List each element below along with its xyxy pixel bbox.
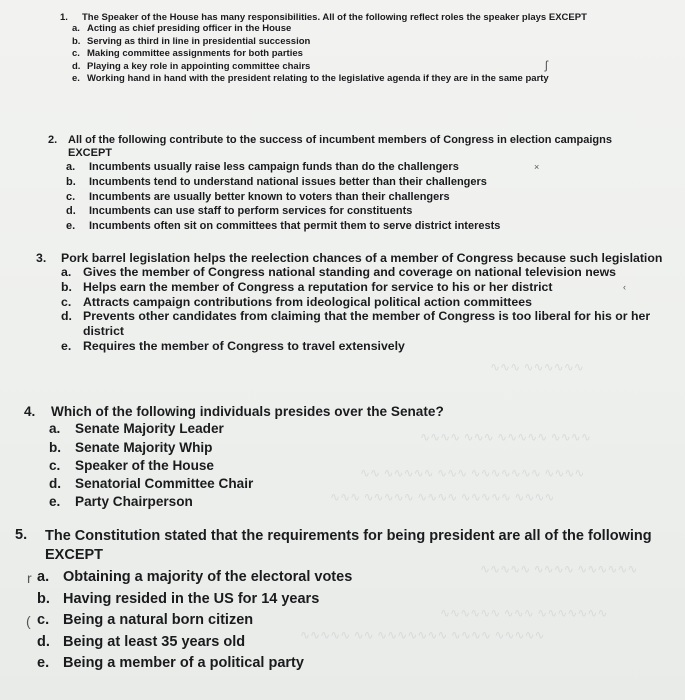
option-text: Senate Majority Leader [75, 421, 224, 437]
option-text: Incumbents can use staff to perform services for constituents [89, 205, 413, 218]
answer-options [49, 420, 624, 511]
bleed-through-text: ∿∿∿∿∿ ∿∿ ∿∿∿∿∿∿∿ ∿∿∿∿ ∿∿∿∿∿ [300, 628, 545, 642]
option-letter: a. [72, 23, 80, 35]
option-text: Playing a key role in appointing committee chairs [87, 60, 311, 72]
option-text: Prevents other candidates from claiming that the member of Congress is too liberal for his or her district [83, 309, 651, 339]
option-letter: e. [37, 655, 50, 671]
answer-option-d[interactable] [61, 309, 666, 339]
answer-option-a[interactable] [66, 160, 648, 175]
option-letter: c. [72, 48, 80, 60]
option-letter: c. [37, 612, 50, 628]
answer-option-a[interactable] [27, 567, 675, 589]
option-text: Acting as chief presiding officer in the House [87, 23, 292, 35]
option-letter: d. [66, 205, 76, 218]
answer-option-e[interactable] [61, 339, 666, 354]
answer-option-a[interactable] [72, 23, 640, 36]
pencil-mark: ( [26, 613, 31, 629]
option-text: Being at least 35 years old [63, 633, 246, 650]
answer-option-c[interactable] [72, 48, 640, 61]
question-stem: All of the following contribute to the success of incumbent members of Congress in election campaigns EXCEPT [68, 134, 612, 160]
pencil-x-mark: × [534, 162, 540, 173]
option-letter: d. [61, 309, 72, 324]
question-stem: The Constitution stated that the requirements for being president are all of the following EXCEPT [45, 528, 652, 563]
option-text: Senatorial Committee Chair [75, 475, 254, 491]
answer-options [66, 160, 648, 233]
option-letter: a. [61, 265, 72, 279]
answer-options [61, 265, 666, 354]
option-text: Incumbents often sit on committees that permit them to serve district interests [89, 219, 501, 232]
option-letter: e. [66, 219, 76, 232]
option-text: Working hand in hand with the president relating to the legislative agenda if they are in the same party [87, 73, 549, 85]
question-number: 2. [48, 134, 58, 146]
option-text: Attracts campaign contributions from ideological political action committees [83, 294, 532, 309]
answer-option-c[interactable] [61, 295, 666, 310]
pencil-check-mark: ʃ [545, 57, 548, 72]
option-letter: a. [66, 161, 76, 174]
bleed-through-text: ∿∿∿∿∿ ∿∿∿∿ ∿∿∿∿∿∿ [480, 562, 638, 576]
option-text: Having resided in the US for 14 years [63, 590, 320, 607]
option-letter: a. [37, 569, 50, 585]
option-letter: b. [49, 439, 62, 455]
answer-option-e[interactable] [72, 73, 640, 86]
option-letter: e. [49, 494, 61, 510]
option-letter: b. [37, 590, 50, 607]
pencil-mark: ‹ [623, 281, 626, 292]
option-text: Requires the member of Congress to travel extensively [83, 338, 405, 353]
answer-options [26, 567, 675, 675]
bleed-through-text: ∿∿∿ ∿∿∿∿∿∿ [490, 360, 584, 374]
answer-options [72, 23, 640, 86]
option-text: Obtaining a majority of the electoral votes [63, 569, 353, 585]
option-text: Helps earn the member of Congress a reputation for service to his or her district [83, 279, 553, 294]
option-letter: c. [61, 294, 72, 309]
answer-option-c[interactable] [26, 610, 675, 632]
option-letter: b. [61, 279, 72, 294]
question-3 [36, 251, 666, 354]
option-letter: b. [72, 35, 81, 47]
answer-option-a[interactable] [61, 265, 666, 280]
answer-option-b[interactable] [66, 175, 648, 190]
option-letter: a. [49, 421, 61, 437]
option-letter: d. [37, 633, 50, 650]
question-4 [24, 404, 624, 511]
question-stem: The Speaker of the House has many responsibilities. All of the following reflect roles the speaker plays EXCEPT [82, 12, 587, 23]
bleed-through-text: ∿∿∿∿∿∿ ∿∿∿ ∿∿∿∿∿∿∿ [440, 606, 608, 620]
question-number: 1. [60, 12, 68, 23]
option-text: Gives the member of Congress national standing and coverage on national television news [83, 265, 616, 279]
option-text: Incumbents are usually better known to voters than their challengers [89, 190, 450, 203]
answer-option-d[interactable] [72, 57, 640, 74]
question-5 [15, 527, 675, 675]
answer-option-d[interactable] [66, 204, 648, 219]
bleed-through-text: ∿∿∿ ∿∿∿∿∿ ∿∿∿∿ ∿∿∿∿∿ ∿∿∿∿ [330, 490, 555, 504]
option-letter: d. [49, 475, 62, 491]
option-text: Incumbents tend to understand national issues better than their challengers [89, 175, 487, 188]
option-letter: e. [72, 73, 80, 85]
question-stem: Which of the following individuals presides over the Senate? [51, 404, 444, 419]
question-number: 5. [15, 527, 28, 543]
option-letter: d. [72, 60, 81, 72]
question-2 [48, 134, 648, 233]
answer-option-c[interactable] [66, 190, 648, 205]
answer-option-b[interactable] [49, 439, 624, 457]
answer-option-a[interactable] [49, 420, 624, 438]
option-text: Senate Majority Whip [75, 439, 213, 455]
option-letter: c. [49, 457, 61, 473]
option-text: Serving as third in line in presidential succession [87, 35, 311, 47]
answer-option-e[interactable] [66, 219, 648, 234]
bleed-through-text: ∿∿ ∿∿∿∿∿ ∿∿∿ ∿∿∿∿∿∿∿ ∿∿∿∿ [360, 466, 585, 480]
answer-option-c[interactable] [49, 457, 624, 475]
option-text: Making committee assignments for both parties [87, 48, 303, 60]
bleed-through-text: ∿∿∿∿ ∿∿∿ ∿∿∿∿∿ ∿∿∿∿ [420, 430, 591, 444]
question-1 [60, 12, 640, 86]
option-letter: c. [66, 190, 76, 203]
option-letter: e. [61, 338, 72, 353]
question-number: 4. [24, 404, 36, 419]
answer-option-b[interactable] [37, 589, 675, 611]
option-letter: b. [66, 175, 76, 188]
answer-option-d[interactable] [49, 475, 624, 493]
option-text: Being a natural born citizen [63, 612, 254, 628]
answer-option-e[interactable] [37, 653, 675, 675]
question-number: 3. [36, 251, 47, 265]
answer-option-b[interactable] [61, 280, 666, 295]
option-text: Incumbents usually raise less campaign funds than do the challengers [89, 161, 459, 174]
option-text: Being a member of a political party [63, 655, 304, 671]
pencil-mark: r [27, 570, 32, 586]
answer-option-b[interactable] [72, 36, 640, 49]
answer-option-e[interactable] [49, 493, 624, 511]
option-text: Party Chairperson [75, 494, 193, 510]
question-stem: Pork barrel legislation helps the reelection chances of a member of Congress because such legislation [61, 251, 663, 265]
answer-option-d[interactable] [37, 632, 675, 654]
option-text: Speaker of the House [75, 457, 214, 473]
